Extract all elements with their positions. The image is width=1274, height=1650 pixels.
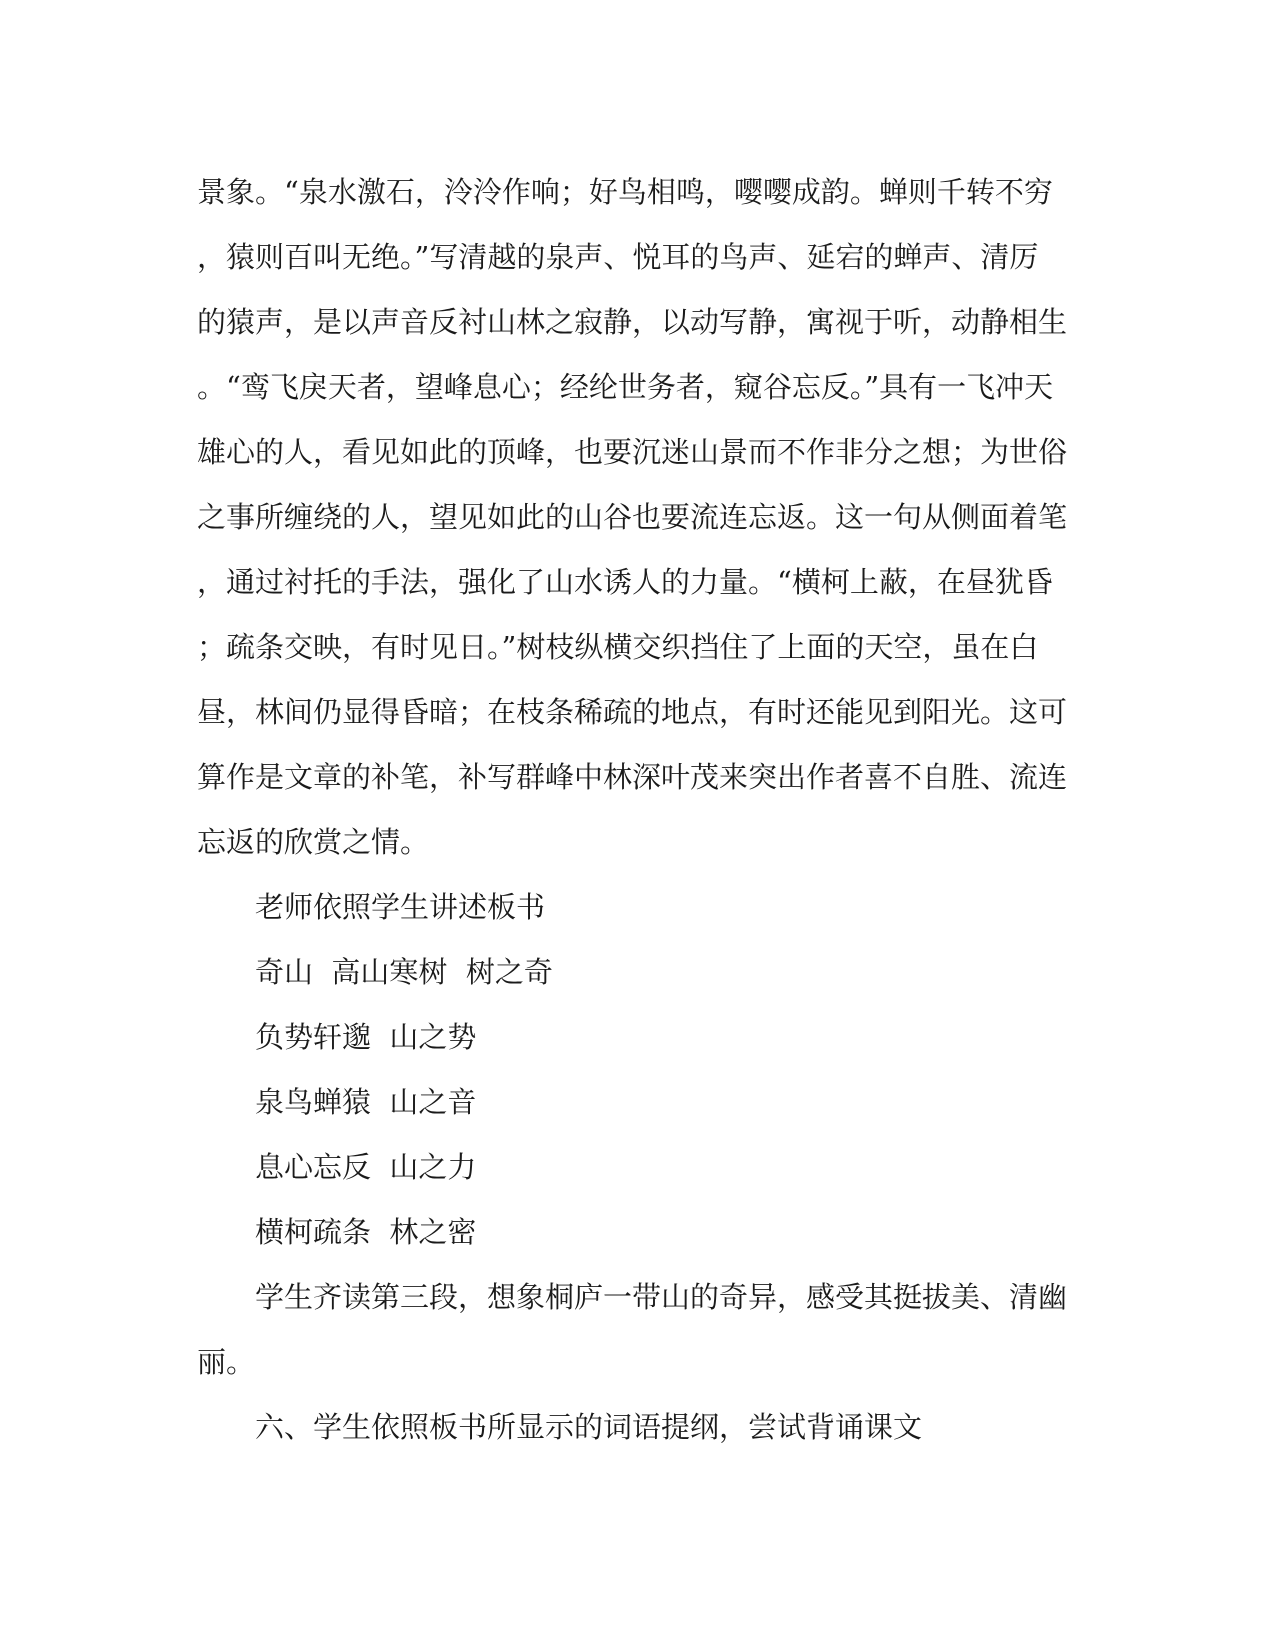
section-six-heading: 六、学生依照板书所显示的词语提纲，尝试背诵课文 — [255, 1410, 923, 1444]
paragraph-line: ；疏条交映，有时见日。”树枝纵横交织挡住了上面的天空，虽在白 — [197, 630, 1039, 664]
paragraph-line: 忘返的欣赏之情。 — [197, 825, 430, 859]
paragraph-line: 雄心的人，看见如此的顶峰，也要沉迷山景而不作非分之想；为世俗 — [197, 435, 1068, 469]
paragraph-line: 算作是文章的补笔，补写群峰中林深叶茂来突出作者喜不自胜、流连 — [197, 760, 1068, 794]
paragraph-line: ，通过衬托的手法，强化了山水诱人的力量。“横柯上蔽，在昼犹昏 — [197, 565, 1053, 599]
board-line: 奇山 高山寒树 树之奇 — [255, 955, 553, 989]
board-line: 横柯疏条 林之密 — [255, 1215, 477, 1249]
board-line: 息心忘反 山之力 — [255, 1150, 477, 1184]
paragraph-line: 。“鸾飞戾天者，望峰息心；经纶世务者，窥谷忘反。”具有一飞冲天 — [197, 370, 1054, 404]
board-line: 负势轩邈 山之势 — [255, 1020, 477, 1054]
board-line: 泉鸟蝉猿 山之音 — [255, 1085, 477, 1119]
paragraph-line: 昼，林间仍显得昏暗；在枝条稀疏的地点，有时还能见到阳光。这可 — [197, 695, 1068, 729]
paragraph-line: 的猿声，是以声音反衬山林之寂静，以动写静，寓视于听，动静相生 — [197, 305, 1068, 339]
paragraph-line: 之事所缠绕的人，望见如此的山谷也要流连忘返。这一句从侧面着笔 — [197, 500, 1068, 534]
reading-line: 学生齐读第三段，想象桐庐一带山的奇异，感受其挺拔美、清幽 — [255, 1280, 1068, 1314]
paragraph-line: ，猿则百叫无绝。”写清越的泉声、悦耳的鸟声、延宕的蝉声、清厉 — [197, 240, 1039, 274]
reading-line-continued: 丽。 — [197, 1345, 256, 1379]
board-intro: 老师依照学生讲述板书 — [255, 890, 546, 924]
document-body — [197, 160, 1077, 1460]
paragraph-line: 景象。“泉水激石，泠泠作响；好鸟相鸣，嘤嘤成韵。蝉则千转不穷 — [197, 175, 1053, 209]
